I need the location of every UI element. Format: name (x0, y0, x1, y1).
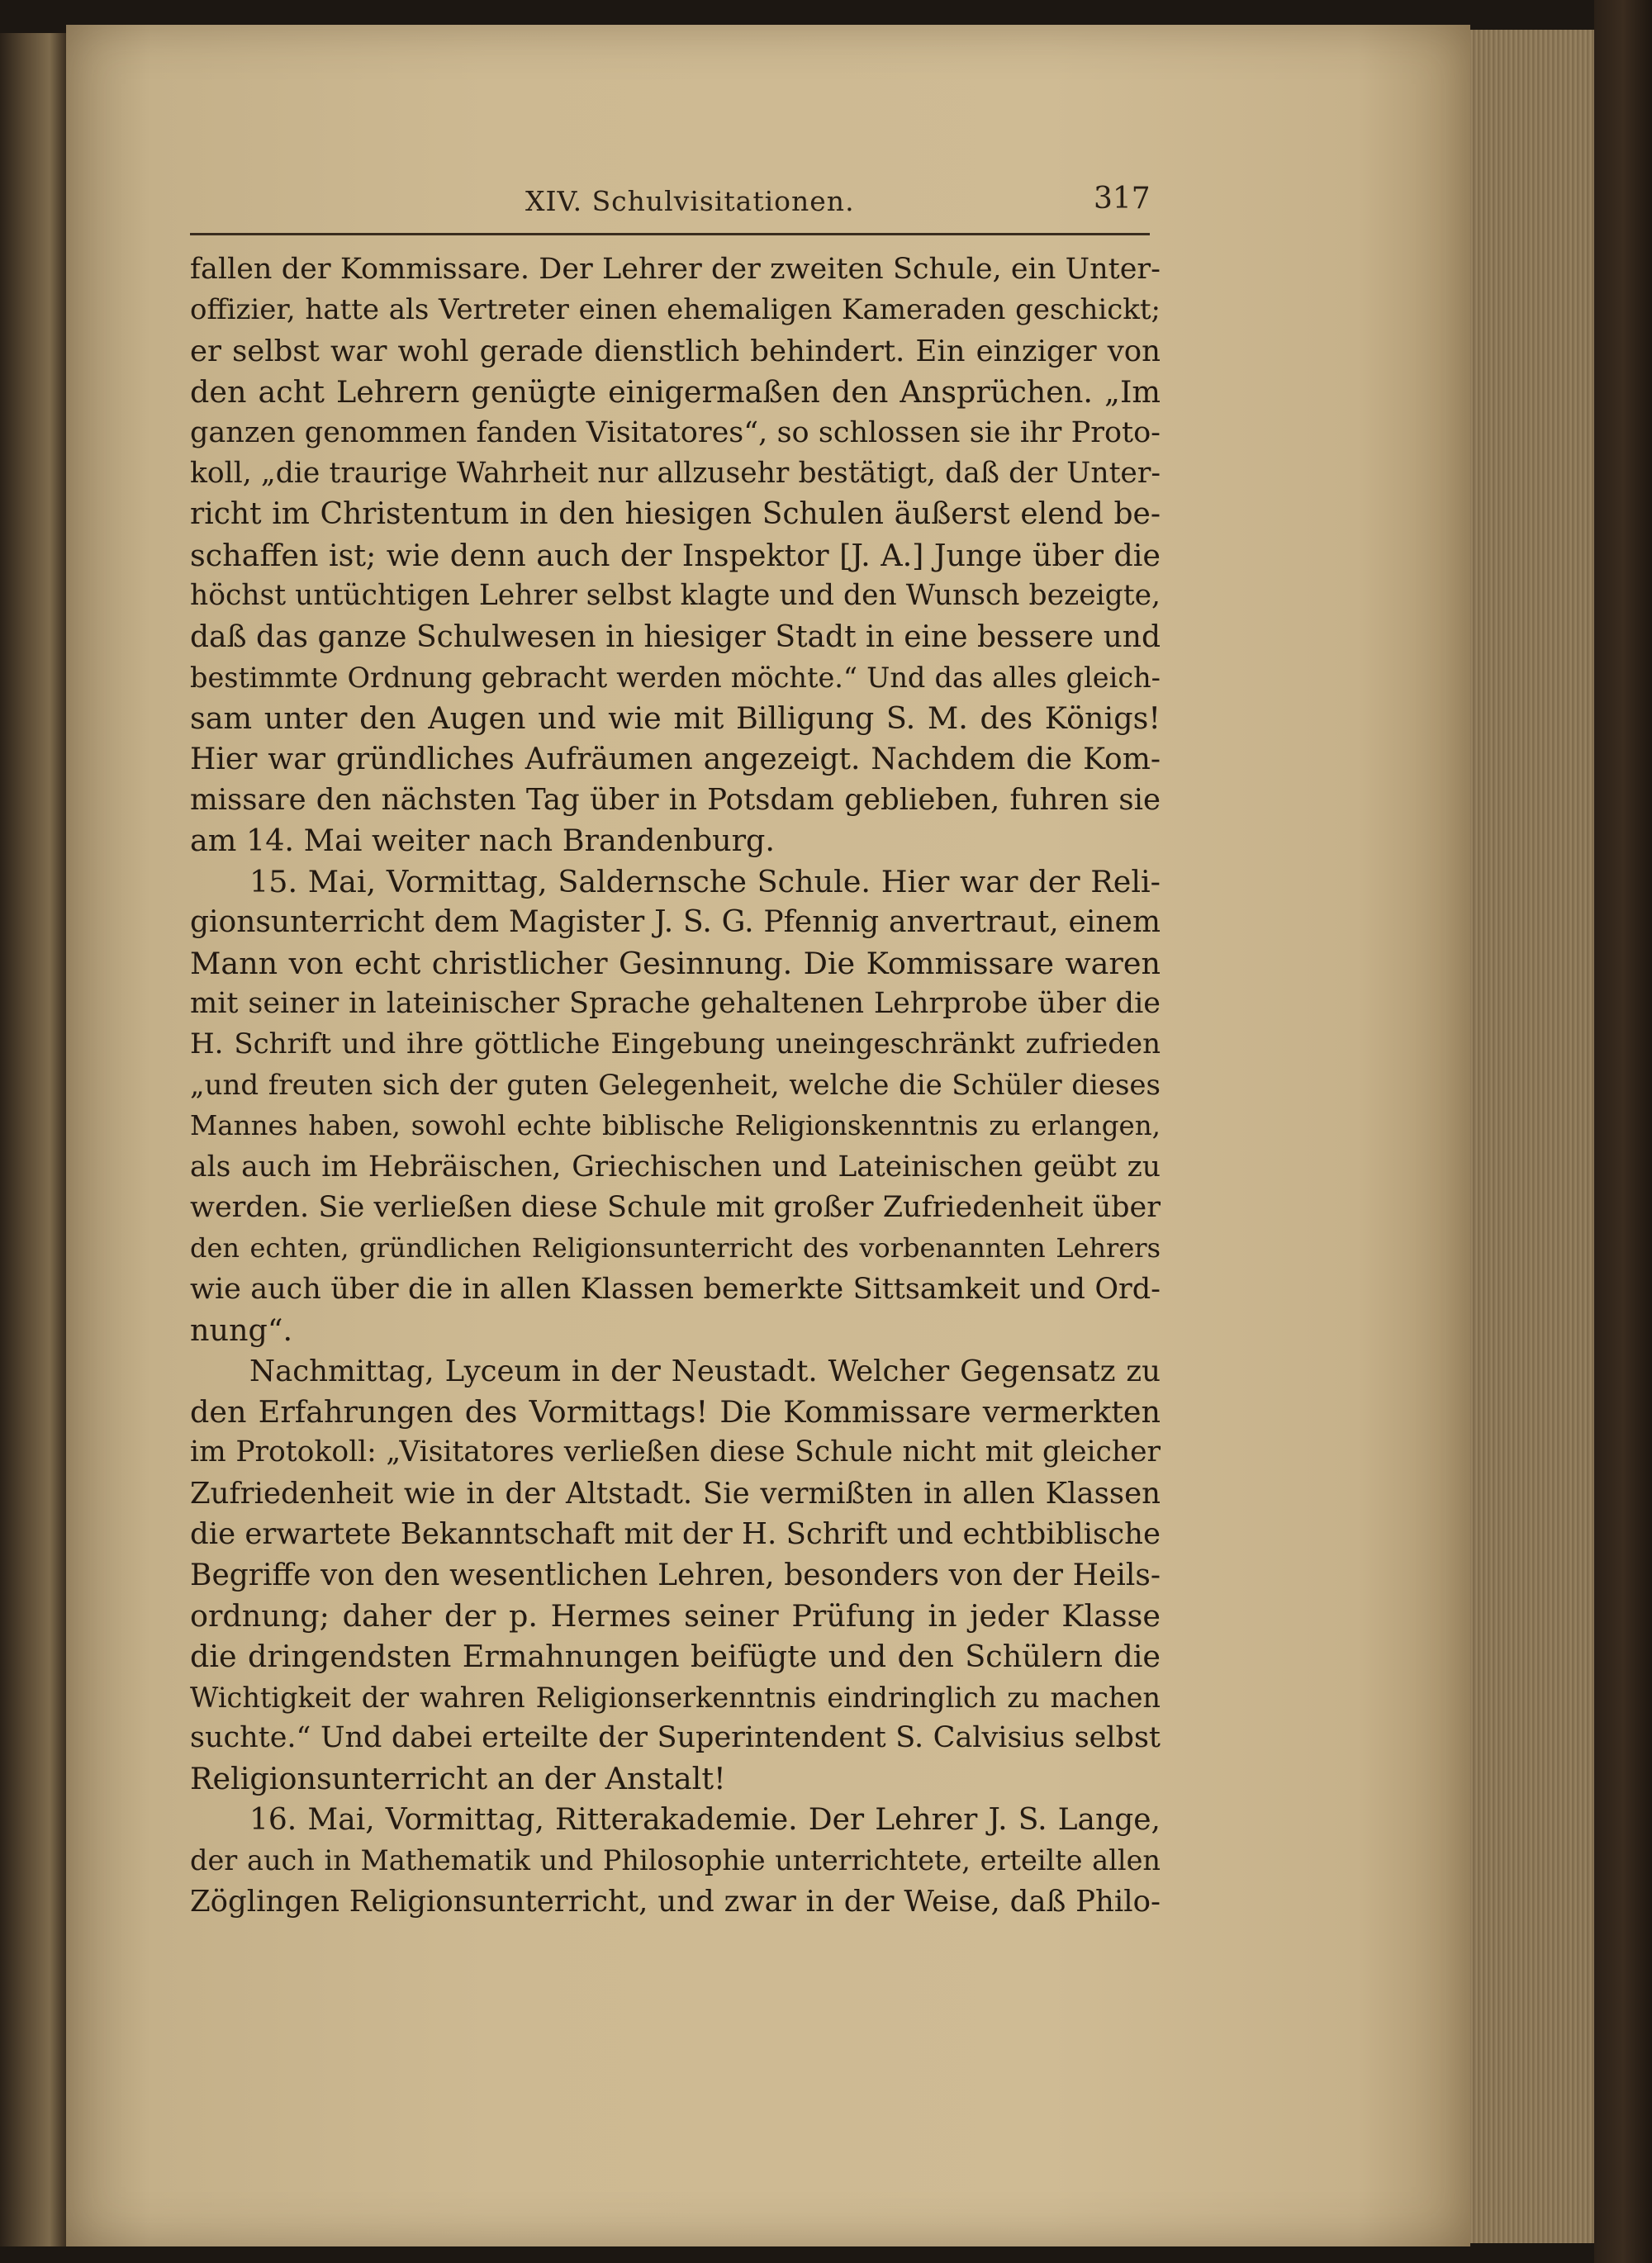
page-block-edges (1470, 30, 1594, 2243)
text-line: gionsunterricht dem Magister J. S. G. Pfennig anvertraut, einem (190, 905, 1161, 940)
text-line: Religionsunterricht an der Anstalt! (190, 1761, 726, 1797)
text-line: nung“. (190, 1312, 293, 1349)
text-line: Zufriedenheit wie in der Altstadt. Sie vermißten in allen Klassen (190, 1476, 1161, 1511)
book-cover-edge (1594, 0, 1652, 2263)
text-line: fallen der Kommissare. Der Lehrer der zweiten Schule, ein Unter- (190, 253, 1161, 286)
text-line: den echten, gründlichen Religionsunterricht des vorbenannten Lehrers (190, 1232, 1161, 1264)
text-line: Wichtigkeit der wahren Religionserkenntnis eindringlich zu machen (190, 1681, 1161, 1714)
text-line: H. Schrift und ihre göttliche Eingebung uneingeschränkt zufrieden (190, 1027, 1161, 1061)
text-line: Hier war gründliches Aufräumen angezeigt. Nachdem die Kom- (190, 742, 1161, 776)
text-line: sam unter den Augen und wie mit Billigung S. M. des Königs! (190, 700, 1161, 737)
text-line: die dringendsten Ermahnungen beifügte und den Schülern die (190, 1639, 1161, 1675)
text-line: 16. Mai, Vormittag, Ritterakademie. Der Lehrer J. S. Lange, (249, 1802, 1161, 1837)
text-line: ordnung; daher der p. Hermes seiner Prüfung in jeder Klasse (190, 1597, 1161, 1634)
text-line: die erwartete Bekanntschaft mit der H. Schrift und echtbiblische (190, 1517, 1161, 1552)
text-line: ganzen genommen fanden Visitatores“, so schlossen sie ihr Proto- (190, 415, 1161, 449)
text-line: suchte.“ Und dabei erteilte der Superintendent S. Calvisius selbst (190, 1721, 1161, 1755)
text-line: Zöglingen Religionsunterricht, und zwar in der Weise, daß Philo- (190, 1884, 1161, 1919)
text-line: Mann von echt christlicher Gesinnung. Die Kommissare waren (190, 945, 1161, 981)
previous-page-edge (0, 33, 66, 2246)
page-header (190, 175, 1150, 225)
header-rule (190, 233, 1150, 235)
text-line: den acht Lehrern genügte einigermaßen den Ansprüchen. „Im (190, 374, 1161, 410)
text-line: koll, „die traurige Wahrheit nur allzusehr bestätigt, daß der Unter- (190, 456, 1161, 490)
text-line: am 14. Mai weiter nach Brandenburg. (190, 823, 775, 859)
text-line: den Erfahrungen des Vormittags! Die Kommissare vermerkten (190, 1393, 1161, 1430)
text-line: höchst untüchtigen Lehrer selbst klagte und den Wunsch bezeigte, (190, 579, 1161, 613)
text-line: werden. Sie verließen diese Schule mit großer Zufriedenheit über (190, 1190, 1161, 1224)
text-line: daß das ganze Schulwesen in hiesiger Stadt in eine bessere und (190, 619, 1161, 654)
text-line: wie auch über die in allen Klassen bemerkte Sittsamkeit und Ord- (190, 1272, 1161, 1306)
body-text (190, 249, 1161, 1919)
page-number: 317 (1094, 182, 1151, 216)
text-line: offizier, hatte als Vertreter einen ehemaligen Kameraden geschickt; (190, 293, 1161, 327)
text-line: als auch im Hebräischen, Griechischen und Lateinischen geübt zu (190, 1150, 1161, 1184)
text-line: im Protokoll: „Visitatores verließen diese Schule nicht mit gleicher (190, 1435, 1161, 1469)
text-line: schaffen ist; wie denn auch der Inspektor [J. A.] Junge über die (190, 537, 1161, 573)
text-line: 15. Mai, Vormittag, Saldernsche Schule. Hier war der Reli- (249, 863, 1161, 899)
running-title: XIV. Schulvisitationen. (525, 185, 855, 217)
text-line: richt im Christentum in den hiesigen Schulen äußerst elend be- (190, 497, 1161, 532)
text-line: mit seiner in lateinischer Sprache gehaltenen Lehrprobe über die (190, 987, 1161, 1021)
text-line: er selbst war wohl gerade dienstlich behindert. Ein einziger von (190, 334, 1161, 368)
text-line: missare den nächsten Tag über in Potsdam geblieben, fuhren sie (190, 783, 1161, 818)
text-line: Nachmittag, Lyceum in der Neustadt. Welcher Gegensatz zu (249, 1354, 1161, 1388)
text-line: der auch in Mathematik und Philosophie unterrichtete, erteilte allen (190, 1844, 1161, 1877)
text-line: bestimmte Ordnung gebracht werden möchte.“ Und das alles gleich- (190, 661, 1161, 694)
text-line: Begriffe von den wesentlichen Lehren, besonders von der Heils- (190, 1558, 1161, 1592)
text-line: Mannes haben, sowohl echte biblische Religionskenntnis zu erlangen, (190, 1110, 1161, 1142)
text-line: „und freuten sich der guten Gelegenheit, welche die Schüler dieses (190, 1068, 1161, 1102)
